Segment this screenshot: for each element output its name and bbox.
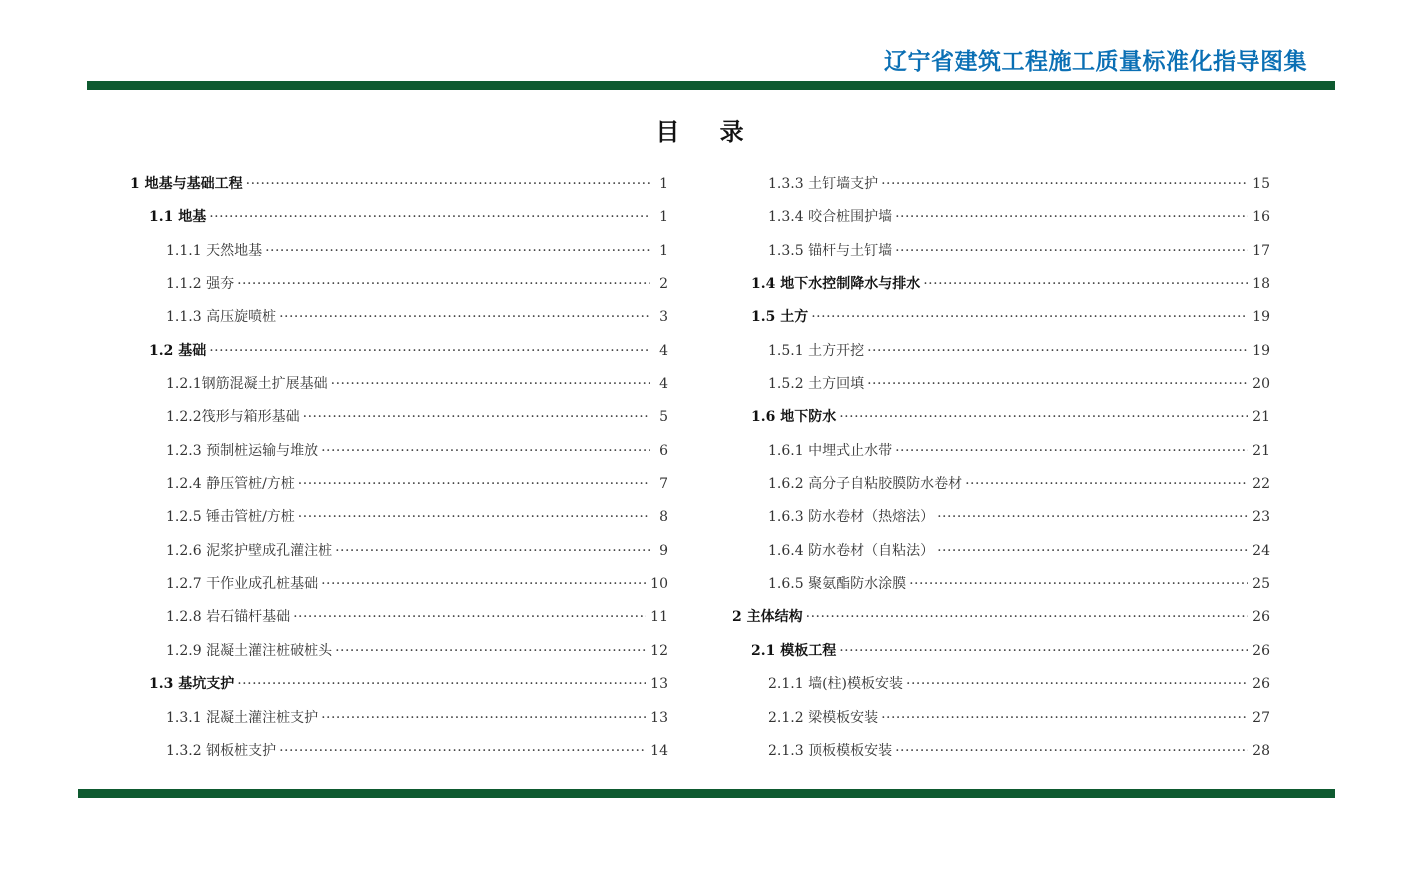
toc-entry[interactable] bbox=[130, 603, 668, 636]
document-title: 辽宁省建筑工程施工质量标准化指导图集 bbox=[884, 49, 1307, 75]
toc-entry-label: 1.2.1钢筋混凝土扩展基础 bbox=[166, 376, 328, 393]
toc-entry[interactable] bbox=[732, 737, 1270, 770]
toc-entry[interactable] bbox=[130, 470, 668, 503]
toc-page-number: 15 bbox=[1252, 176, 1270, 192]
toc-entry-label: 1.1.2 强夯 bbox=[166, 276, 235, 293]
toc-entry-label: 1.6.4 防水卷材（自粘法） bbox=[768, 542, 935, 559]
toc-entry-label: 1.1 地基 bbox=[149, 209, 207, 226]
toc-entry[interactable] bbox=[732, 603, 1270, 636]
toc-page-number: 12 bbox=[650, 642, 668, 659]
toc-page-number: 11 bbox=[650, 609, 668, 626]
toc-page-number: 3 bbox=[659, 309, 668, 326]
toc-dot-leader bbox=[293, 603, 646, 631]
toc-entry[interactable] bbox=[130, 503, 668, 536]
toc-entry-label: 1.2.2筏形与箱形基础 bbox=[166, 409, 300, 426]
toc-entry[interactable] bbox=[732, 170, 1270, 203]
toc-entry-label: 2.1.1 墙(柱)模板安装 bbox=[768, 676, 903, 693]
toc-entry[interactable] bbox=[130, 570, 668, 603]
toc-dot-leader bbox=[895, 237, 1248, 265]
toc-entry-label: 1.5.1 土方开挖 bbox=[768, 342, 865, 359]
toc-entry-label: 1.2.9 混凝土灌注桩破桩头 bbox=[166, 642, 333, 659]
toc-page-number: 4 bbox=[659, 342, 668, 359]
toc-page-number: 5 bbox=[659, 409, 668, 426]
toc-dot-leader bbox=[209, 337, 650, 365]
toc-dot-leader bbox=[895, 203, 1248, 231]
toc-entry[interactable] bbox=[130, 704, 668, 737]
toc-entry-label: 1.2.8 岩石锚杆基础 bbox=[166, 609, 291, 626]
toc-entry-label: 2 主体结构 bbox=[732, 609, 803, 626]
toc-entry-label: 1.2.7 干作业成孔桩基础 bbox=[166, 576, 319, 593]
toc-entry-label: 2.1 模板工程 bbox=[751, 642, 837, 659]
toc-dot-leader bbox=[867, 337, 1248, 365]
toc-dot-leader bbox=[335, 537, 650, 565]
toc-page-number: 4 bbox=[659, 376, 668, 393]
toc-dot-leader bbox=[321, 570, 646, 598]
toc-page-number: 1 bbox=[659, 209, 668, 226]
toc-dot-leader bbox=[321, 704, 646, 732]
toc-dot-leader bbox=[237, 270, 650, 298]
toc-dot-leader bbox=[279, 737, 646, 765]
top-divider-bar bbox=[87, 81, 1335, 90]
toc-entry-label: 1.1.1 天然地基 bbox=[166, 242, 263, 259]
toc-dot-leader bbox=[246, 170, 650, 198]
toc-entry-label: 1.6 地下防水 bbox=[751, 409, 837, 426]
toc-entry-label: 2.1.3 顶板模板安装 bbox=[768, 742, 893, 759]
toc-entry[interactable] bbox=[732, 537, 1270, 570]
toc-page-number: 22 bbox=[1252, 476, 1270, 493]
toc-dot-leader bbox=[265, 237, 650, 265]
bottom-divider-bar bbox=[78, 789, 1335, 798]
toc-page-number: 28 bbox=[1252, 742, 1270, 759]
toc-dot-leader bbox=[321, 437, 650, 465]
toc-entry[interactable] bbox=[130, 537, 668, 570]
toc-entry-label: 1.5.2 土方回填 bbox=[768, 376, 865, 393]
toc-entry[interactable] bbox=[732, 704, 1270, 737]
toc-page-number: 17 bbox=[1252, 242, 1270, 259]
toc-page-number: 9 bbox=[659, 542, 668, 559]
toc-dot-leader bbox=[839, 403, 1248, 431]
toc-page-number: 24 bbox=[1252, 542, 1270, 559]
toc-entry[interactable] bbox=[130, 637, 668, 670]
toc-dot-leader bbox=[965, 470, 1248, 498]
toc-entry[interactable] bbox=[732, 670, 1270, 703]
toc-dot-leader bbox=[331, 370, 650, 398]
toc-page-number: 26 bbox=[1252, 676, 1270, 693]
toc-entry[interactable] bbox=[732, 437, 1270, 470]
toc-left-column bbox=[130, 170, 668, 770]
toc-entry[interactable] bbox=[130, 737, 668, 770]
toc-dot-leader bbox=[881, 170, 1248, 198]
toc-entry-label: 1.6.2 高分子自粘胶膜防水卷材 bbox=[768, 476, 963, 493]
toc-page-number: 14 bbox=[650, 742, 668, 759]
toc-dot-leader bbox=[895, 437, 1248, 465]
toc-entry-label: 1.4 地下水控制降水与排水 bbox=[751, 276, 921, 293]
toc-dot-leader bbox=[909, 570, 1248, 598]
toc-page-number: 27 bbox=[1252, 709, 1270, 726]
toc-page-number: 8 bbox=[659, 509, 668, 526]
toc-entry-label: 1.2.6 泥浆护壁成孔灌注桩 bbox=[166, 542, 333, 559]
toc-entry[interactable] bbox=[130, 370, 668, 403]
toc-dot-leader bbox=[279, 303, 650, 331]
toc-page-number: 13 bbox=[650, 709, 668, 726]
toc-dot-leader bbox=[923, 270, 1248, 298]
toc-entry-label: 1.1.3 高压旋喷桩 bbox=[166, 309, 277, 326]
toc-dot-leader bbox=[806, 603, 1249, 631]
toc-entry[interactable] bbox=[130, 203, 668, 236]
toc-dot-leader bbox=[335, 637, 646, 665]
toc-dot-leader bbox=[881, 704, 1248, 732]
toc-dot-leader bbox=[237, 670, 646, 698]
toc-right-column bbox=[732, 170, 1270, 770]
toc-entry-label: 1.5 土方 bbox=[751, 309, 809, 326]
toc-dot-leader bbox=[298, 470, 650, 498]
toc-dot-leader bbox=[209, 203, 650, 231]
toc-page-number: 2 bbox=[659, 276, 668, 293]
toc-entry-label: 2.1.2 梁模板安装 bbox=[768, 709, 879, 726]
toc-dot-leader bbox=[303, 403, 650, 431]
toc-dot-leader bbox=[867, 370, 1248, 398]
toc-dot-leader bbox=[937, 503, 1248, 531]
toc-entry-label: 1.3.4 咬合桩围护墙 bbox=[768, 209, 893, 226]
toc-dot-leader bbox=[811, 303, 1248, 331]
toc-entry[interactable] bbox=[130, 170, 668, 203]
toc-entry-label: 1.3.1 混凝土灌注桩支护 bbox=[166, 709, 319, 726]
toc-page-number: 1 bbox=[659, 176, 668, 192]
toc-page-number: 7 bbox=[659, 476, 668, 493]
toc-entry[interactable] bbox=[130, 337, 668, 370]
toc-dot-leader bbox=[839, 637, 1248, 665]
toc-page-number: 19 bbox=[1252, 342, 1270, 359]
toc-entry-label: 1.3.5 锚杆与土钉墙 bbox=[768, 242, 893, 259]
toc-entry-label: 1.6.3 防水卷材（热熔法） bbox=[768, 509, 935, 526]
toc-entry[interactable] bbox=[732, 203, 1270, 236]
toc-dot-leader bbox=[937, 537, 1248, 565]
toc-page-number: 6 bbox=[659, 442, 668, 459]
toc-entry-label: 1.6.1 中埋式止水带 bbox=[768, 442, 893, 459]
toc-dot-leader bbox=[895, 737, 1248, 765]
toc-entry[interactable] bbox=[130, 237, 668, 270]
toc-page-number: 25 bbox=[1252, 576, 1270, 593]
toc-entry[interactable] bbox=[732, 303, 1270, 336]
toc-page-number: 26 bbox=[1252, 609, 1270, 626]
toc-entry-label: 1 地基与基础工程 bbox=[130, 176, 243, 192]
toc-dot-leader bbox=[906, 670, 1248, 698]
toc-page-number: 26 bbox=[1252, 642, 1270, 659]
toc-entry[interactable] bbox=[732, 637, 1270, 670]
toc-entry-label: 1.3.2 钢板桩支护 bbox=[166, 742, 277, 759]
toc-entry[interactable] bbox=[732, 370, 1270, 403]
toc-entry-label: 1.2.5 锤击管桩/方桩 bbox=[166, 509, 295, 526]
toc-entry[interactable] bbox=[732, 570, 1270, 603]
toc-entry[interactable] bbox=[130, 403, 668, 436]
toc-page-number: 21 bbox=[1252, 442, 1270, 459]
toc-entry-label: 1.2.4 静压管桩/方桩 bbox=[166, 476, 295, 493]
toc-page-number: 20 bbox=[1252, 376, 1270, 393]
toc-page-number: 16 bbox=[1252, 209, 1270, 226]
toc-entry[interactable] bbox=[130, 270, 668, 303]
toc-entry-label: 1.2 基础 bbox=[149, 342, 207, 359]
toc-page-number: 19 bbox=[1252, 309, 1270, 326]
toc-page-number: 10 bbox=[650, 576, 668, 593]
toc-entry[interactable] bbox=[130, 670, 668, 703]
toc-heading: 目 录 bbox=[655, 118, 760, 146]
toc-entry[interactable] bbox=[732, 470, 1270, 503]
toc-entry[interactable] bbox=[732, 237, 1270, 270]
toc-entry-label: 1.3 基坑支护 bbox=[149, 676, 235, 693]
toc-entry[interactable] bbox=[130, 437, 668, 470]
toc-page-number: 1 bbox=[659, 242, 668, 259]
toc-entry-label: 1.6.5 聚氨酯防水涂膜 bbox=[768, 576, 907, 593]
toc-entry[interactable] bbox=[732, 270, 1270, 303]
toc-entry[interactable] bbox=[732, 503, 1270, 536]
toc-page-number: 13 bbox=[650, 676, 668, 693]
toc-entry[interactable] bbox=[732, 403, 1270, 436]
toc-entry-label: 1.3.3 土钉墙支护 bbox=[768, 176, 879, 192]
toc-page-number: 21 bbox=[1252, 409, 1270, 426]
toc-page-number: 23 bbox=[1252, 509, 1270, 526]
toc-entry[interactable] bbox=[130, 303, 668, 336]
toc-dot-leader bbox=[298, 503, 650, 531]
toc-entry-label: 1.2.3 预制桩运输与堆放 bbox=[166, 442, 319, 459]
toc-entry[interactable] bbox=[732, 337, 1270, 370]
toc-page-number: 18 bbox=[1252, 276, 1270, 293]
